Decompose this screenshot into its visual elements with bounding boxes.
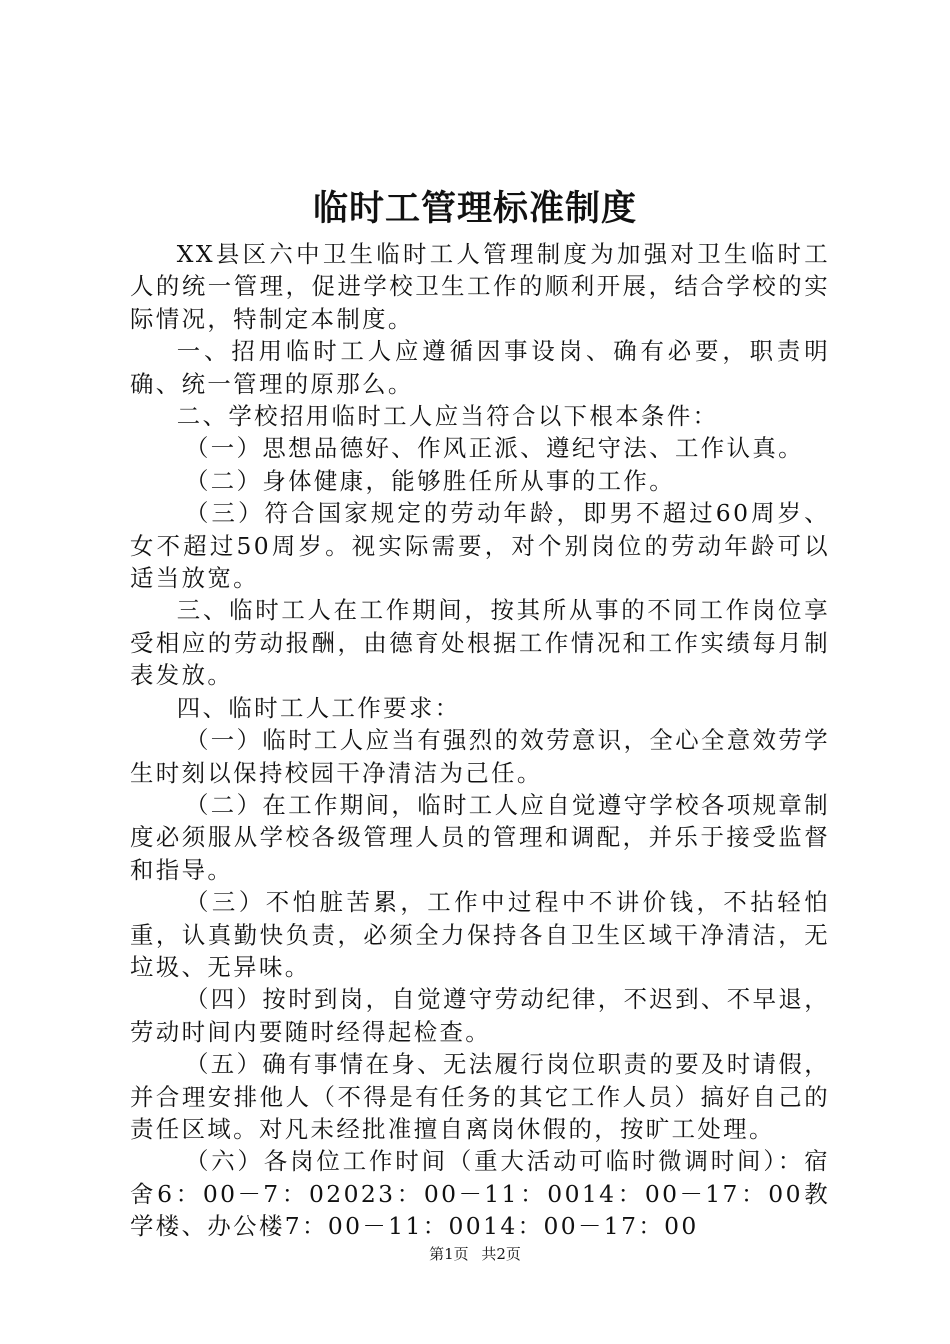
document-body: [130, 238, 830, 1243]
paragraph-section-4-item-2: （二）在工作期间，临时工人应自觉遵守学校各项规章制度必须服从学校各级管理人员的管理和调配，并乐于接受监督和指导。: [130, 790, 830, 884]
paragraph-section-4-item-3: （三）不怕脏苦累，工作中过程中不讲价钱，不拈轻怕重，认真勤快负责，必须全力保持各自卫生区域干净清洁，无垃圾、无异味。: [130, 888, 830, 981]
page-title: 临时工管理标准制度: [312, 189, 637, 229]
paragraph-section-3: 三、临时工人在工作期间，按其所从事的不同工作岗位享受相应的劳动报酬，由德育处根据工作情况和工作实绩每月制表发放。: [130, 596, 830, 690]
paragraph-section-2-item-3: （三）符合国家规定的劳动年龄，即男不超过60周岁、女不超过50周岁。视实际需要，对个别岗位的劳动年龄可以适当放宽。: [130, 499, 830, 593]
paragraph-section-4-item-4: （四）按时到岗，自觉遵守劳动纪律，不迟到、不早退，劳动时间内要随时经得起检查。: [130, 985, 830, 1046]
page-total: 共2页: [481, 1245, 521, 1263]
paragraph-section-2-item-1: （一）思想品德好、作风正派、遵纪守法、工作认真。: [184, 434, 804, 463]
page-footer: [0, 1244, 950, 1264]
paragraph-section-4-item-5: （五）确有事情在身、无法履行岗位职责的要及时请假，并合理安排他人（不得是有任务的其它工作人员）搞好自己的责任区域。对凡未经批准擅自离岗休假的，按旷工处理。: [130, 1050, 830, 1143]
paragraph-section-4-item-6: （六）各岗位工作时间（重大活动可临时微调时间）：宿舍6：00－7：02023：00－11：0014：00－17：00教学楼、办公楼7：00－11：0014：00－17：00: [130, 1147, 830, 1241]
paragraph-section-2: 二、学校招用临时工人应当符合以下根本条件：: [176, 402, 719, 431]
paragraph-section-2-item-2: （二）身体健康，能够胜任所从事的工作。: [184, 466, 676, 495]
page-number: 第1页: [429, 1245, 469, 1263]
paragraph-section-1: 一、招用临时工人应遵循因事设岗、确有必要，职责明确、统一管理的原那么。: [130, 337, 830, 398]
paragraph-section-4: 四、临时工人工作要求：: [176, 693, 461, 722]
paragraph-section-4-item-1: （一）临时工人应当有强烈的效劳意识，全心全意效劳学生时刻以保持校园干净清洁为己任。: [130, 726, 830, 787]
paragraph-intro: XX县区六中卫生临时工人管理制度为加强对卫生临时工人的统一管理，促进学校卫生工作的顺利开展，结合学校的实际情况，特制定本制度。: [130, 240, 830, 333]
